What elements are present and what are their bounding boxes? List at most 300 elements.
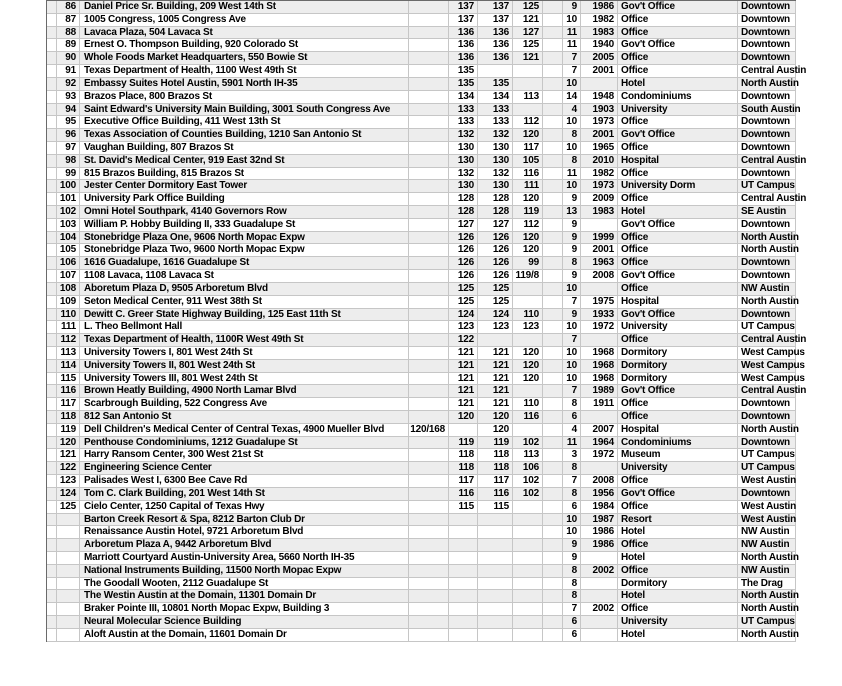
location-cell[interactable]: Downtown bbox=[738, 270, 796, 282]
spacer-cell[interactable] bbox=[47, 296, 57, 308]
height-ft-cell[interactable]: 133 bbox=[449, 104, 478, 116]
type-cell[interactable]: Office bbox=[618, 283, 738, 295]
height-ft-2-cell[interactable]: 130 bbox=[478, 155, 513, 167]
floors-cell[interactable]: 9 bbox=[563, 309, 581, 321]
type-cell[interactable]: Office bbox=[618, 539, 738, 551]
empty-cell[interactable] bbox=[543, 39, 563, 51]
type-cell[interactable]: Condominiums bbox=[618, 91, 738, 103]
height-m-cell[interactable]: 120 bbox=[513, 360, 543, 372]
building-name-cell[interactable]: 1616 Guadalupe, 1616 Guadalupe St bbox=[80, 257, 409, 269]
height-m-cell[interactable] bbox=[513, 78, 543, 90]
height-m-cell[interactable] bbox=[513, 565, 543, 577]
location-cell[interactable]: Downtown bbox=[738, 116, 796, 128]
type-cell[interactable]: Gov't Office bbox=[618, 219, 738, 231]
year-cell[interactable]: 1982 bbox=[581, 168, 618, 180]
spacer-cell[interactable] bbox=[47, 244, 57, 256]
empty-cell[interactable] bbox=[543, 1, 563, 13]
location-cell[interactable]: South Austin bbox=[738, 104, 796, 116]
location-cell[interactable]: UT Campus bbox=[738, 616, 796, 628]
type-cell[interactable]: Museum bbox=[618, 449, 738, 461]
height-ft-2-cell[interactable] bbox=[478, 629, 513, 641]
year-cell[interactable]: 1983 bbox=[581, 206, 618, 218]
height-ft-2-cell[interactable] bbox=[478, 590, 513, 602]
building-name-cell[interactable]: Vaughan Building, 807 Brazos St bbox=[80, 142, 409, 154]
height-ft-cell[interactable]: 121 bbox=[449, 347, 478, 359]
empty-cell[interactable] bbox=[543, 180, 563, 192]
height-m-cell[interactable]: 120 bbox=[513, 373, 543, 385]
rank-cell[interactable]: 88 bbox=[57, 27, 80, 39]
height-note-cell[interactable] bbox=[409, 437, 449, 449]
building-name-cell[interactable]: University Towers III, 801 West 24th St bbox=[80, 373, 409, 385]
height-note-cell[interactable] bbox=[409, 168, 449, 180]
height-ft-cell[interactable] bbox=[449, 526, 478, 538]
rank-cell[interactable]: 107 bbox=[57, 270, 80, 282]
height-ft-cell[interactable]: 137 bbox=[449, 14, 478, 26]
location-cell[interactable]: Downtown bbox=[738, 27, 796, 39]
building-name-cell[interactable]: Dewitt C. Greer State Highway Building, 125 East 11th St bbox=[80, 309, 409, 321]
height-ft-2-cell[interactable] bbox=[478, 603, 513, 615]
type-cell[interactable]: Hospital bbox=[618, 155, 738, 167]
building-name-cell[interactable]: Aboretum Plaza D, 9505 Arboretum Blvd bbox=[80, 283, 409, 295]
empty-cell[interactable] bbox=[543, 309, 563, 321]
spacer-cell[interactable] bbox=[47, 309, 57, 321]
type-cell[interactable]: Office bbox=[618, 193, 738, 205]
floors-cell[interactable]: 10 bbox=[563, 283, 581, 295]
height-note-cell[interactable] bbox=[409, 155, 449, 167]
spacer-cell[interactable] bbox=[47, 629, 57, 641]
height-ft-cell[interactable]: 137 bbox=[449, 1, 478, 13]
height-m-cell[interactable] bbox=[513, 514, 543, 526]
empty-cell[interactable] bbox=[543, 91, 563, 103]
location-cell[interactable]: North Austin bbox=[738, 244, 796, 256]
height-ft-2-cell[interactable]: 130 bbox=[478, 180, 513, 192]
rank-cell[interactable]: 125 bbox=[57, 501, 80, 513]
year-cell[interactable]: 1989 bbox=[581, 385, 618, 397]
height-m-cell[interactable] bbox=[513, 501, 543, 513]
empty-cell[interactable] bbox=[543, 488, 563, 500]
height-m-cell[interactable]: 125 bbox=[513, 1, 543, 13]
spacer-cell[interactable] bbox=[47, 501, 57, 513]
height-ft-cell[interactable]: 126 bbox=[449, 232, 478, 244]
floors-cell[interactable]: 9 bbox=[563, 1, 581, 13]
type-cell[interactable]: Condominiums bbox=[618, 437, 738, 449]
floors-cell[interactable]: 10 bbox=[563, 347, 581, 359]
type-cell[interactable]: Office bbox=[618, 257, 738, 269]
type-cell[interactable]: Office bbox=[618, 411, 738, 423]
location-cell[interactable]: UT Campus bbox=[738, 449, 796, 461]
type-cell[interactable]: University bbox=[618, 616, 738, 628]
floors-cell[interactable]: 10 bbox=[563, 514, 581, 526]
floors-cell[interactable]: 10 bbox=[563, 142, 581, 154]
rank-cell[interactable]: 93 bbox=[57, 91, 80, 103]
height-m-cell[interactable]: 125 bbox=[513, 39, 543, 51]
location-cell[interactable]: West Campus bbox=[738, 360, 796, 372]
height-note-cell[interactable] bbox=[409, 244, 449, 256]
year-cell[interactable]: 1903 bbox=[581, 104, 618, 116]
height-note-cell[interactable] bbox=[409, 65, 449, 77]
building-name-cell[interactable]: Engineering Science Center bbox=[80, 462, 409, 474]
height-ft-cell[interactable]: 135 bbox=[449, 65, 478, 77]
empty-cell[interactable] bbox=[543, 514, 563, 526]
height-ft-2-cell[interactable] bbox=[478, 565, 513, 577]
location-cell[interactable]: Central Austin bbox=[738, 155, 796, 167]
height-m-cell[interactable]: 117 bbox=[513, 142, 543, 154]
building-name-cell[interactable]: Scarbrough Building, 522 Congress Ave bbox=[80, 398, 409, 410]
floors-cell[interactable]: 8 bbox=[563, 488, 581, 500]
type-cell[interactable]: Office bbox=[618, 501, 738, 513]
height-m-cell[interactable] bbox=[513, 539, 543, 551]
building-name-cell[interactable]: 815 Brazos Building, 815 Brazos St bbox=[80, 168, 409, 180]
year-cell[interactable] bbox=[581, 578, 618, 590]
floors-cell[interactable]: 8 bbox=[563, 462, 581, 474]
rank-cell[interactable]: 105 bbox=[57, 244, 80, 256]
height-ft-2-cell[interactable]: 132 bbox=[478, 168, 513, 180]
height-ft-2-cell[interactable]: 125 bbox=[478, 283, 513, 295]
year-cell[interactable]: 1984 bbox=[581, 501, 618, 513]
year-cell[interactable] bbox=[581, 462, 618, 474]
floors-cell[interactable]: 7 bbox=[563, 603, 581, 615]
year-cell[interactable]: 1964 bbox=[581, 437, 618, 449]
location-cell[interactable]: The Drag bbox=[738, 578, 796, 590]
type-cell[interactable]: Office bbox=[618, 244, 738, 256]
height-ft-2-cell[interactable]: 132 bbox=[478, 129, 513, 141]
height-m-cell[interactable]: 106 bbox=[513, 462, 543, 474]
rank-cell[interactable]: 102 bbox=[57, 206, 80, 218]
height-ft-2-cell[interactable] bbox=[478, 539, 513, 551]
height-note-cell[interactable] bbox=[409, 232, 449, 244]
location-cell[interactable]: Downtown bbox=[738, 14, 796, 26]
height-m-cell[interactable]: 119 bbox=[513, 206, 543, 218]
year-cell[interactable]: 1968 bbox=[581, 347, 618, 359]
year-cell[interactable]: 2001 bbox=[581, 244, 618, 256]
rank-cell[interactable]: 116 bbox=[57, 385, 80, 397]
empty-cell[interactable] bbox=[543, 424, 563, 436]
floors-cell[interactable]: 7 bbox=[563, 52, 581, 64]
year-cell[interactable]: 1986 bbox=[581, 526, 618, 538]
spacer-cell[interactable] bbox=[47, 27, 57, 39]
rank-cell[interactable] bbox=[57, 565, 80, 577]
type-cell[interactable]: Hotel bbox=[618, 590, 738, 602]
height-ft-2-cell[interactable]: 136 bbox=[478, 39, 513, 51]
rank-cell[interactable] bbox=[57, 603, 80, 615]
location-cell[interactable]: Downtown bbox=[738, 142, 796, 154]
height-m-cell[interactable] bbox=[513, 104, 543, 116]
spacer-cell[interactable] bbox=[47, 142, 57, 154]
rank-cell[interactable]: 103 bbox=[57, 219, 80, 231]
height-note-cell[interactable] bbox=[409, 104, 449, 116]
location-cell[interactable]: North Austin bbox=[738, 296, 796, 308]
building-name-cell[interactable]: Marriott Courtyard Austin-University Area, 5660 North IH-35 bbox=[80, 552, 409, 564]
empty-cell[interactable] bbox=[543, 449, 563, 461]
location-cell[interactable]: Downtown bbox=[738, 437, 796, 449]
rank-cell[interactable]: 96 bbox=[57, 129, 80, 141]
height-note-cell[interactable] bbox=[409, 514, 449, 526]
spacer-cell[interactable] bbox=[47, 514, 57, 526]
empty-cell[interactable] bbox=[543, 590, 563, 602]
building-name-cell[interactable]: The Westin Austin at the Domain, 11301 Domain Dr bbox=[80, 590, 409, 602]
floors-cell[interactable]: 8 bbox=[563, 398, 581, 410]
rank-cell[interactable]: 90 bbox=[57, 52, 80, 64]
year-cell[interactable]: 2005 bbox=[581, 52, 618, 64]
building-name-cell[interactable]: Braker Pointe III, 10801 North Mopac Expw, Building 3 bbox=[80, 603, 409, 615]
height-note-cell[interactable] bbox=[409, 283, 449, 295]
height-ft-2-cell[interactable]: 121 bbox=[478, 398, 513, 410]
height-m-cell[interactable]: 121 bbox=[513, 14, 543, 26]
floors-cell[interactable]: 9 bbox=[563, 232, 581, 244]
building-name-cell[interactable]: National Instruments Building, 11500 North Mopac Expw bbox=[80, 565, 409, 577]
rank-cell[interactable]: 112 bbox=[57, 334, 80, 346]
location-cell[interactable]: North Austin bbox=[738, 552, 796, 564]
floors-cell[interactable]: 11 bbox=[563, 168, 581, 180]
height-ft-cell[interactable] bbox=[449, 603, 478, 615]
height-note-cell[interactable] bbox=[409, 565, 449, 577]
height-note-cell[interactable] bbox=[409, 373, 449, 385]
height-ft-2-cell[interactable] bbox=[478, 552, 513, 564]
building-name-cell[interactable]: Brazos Place, 800 Brazos St bbox=[80, 91, 409, 103]
height-m-cell[interactable]: 119/8 bbox=[513, 270, 543, 282]
building-name-cell[interactable]: Executive Office Building, 411 West 13th St bbox=[80, 116, 409, 128]
height-ft-2-cell[interactable]: 127 bbox=[478, 219, 513, 231]
spacer-cell[interactable] bbox=[47, 360, 57, 372]
height-ft-cell[interactable]: 125 bbox=[449, 283, 478, 295]
floors-cell[interactable]: 9 bbox=[563, 219, 581, 231]
height-ft-cell[interactable]: 130 bbox=[449, 180, 478, 192]
height-m-cell[interactable]: 120 bbox=[513, 129, 543, 141]
empty-cell[interactable] bbox=[543, 347, 563, 359]
rank-cell[interactable]: 117 bbox=[57, 398, 80, 410]
location-cell[interactable]: SE Austin bbox=[738, 206, 796, 218]
year-cell[interactable] bbox=[581, 334, 618, 346]
height-note-cell[interactable] bbox=[409, 193, 449, 205]
location-cell[interactable]: UT Campus bbox=[738, 462, 796, 474]
year-cell[interactable]: 2001 bbox=[581, 65, 618, 77]
building-name-cell[interactable]: Stonebridge Plaza Two, 9600 North Mopac Expw bbox=[80, 244, 409, 256]
height-ft-2-cell[interactable]: 123 bbox=[478, 321, 513, 333]
location-cell[interactable]: Downtown bbox=[738, 309, 796, 321]
location-cell[interactable]: North Austin bbox=[738, 78, 796, 90]
type-cell[interactable]: Hotel bbox=[618, 206, 738, 218]
spacer-cell[interactable] bbox=[47, 257, 57, 269]
height-ft-2-cell[interactable]: 126 bbox=[478, 257, 513, 269]
height-ft-cell[interactable]: 115 bbox=[449, 501, 478, 513]
rank-cell[interactable]: 101 bbox=[57, 193, 80, 205]
rank-cell[interactable]: 113 bbox=[57, 347, 80, 359]
empty-cell[interactable] bbox=[543, 373, 563, 385]
rank-cell[interactable] bbox=[57, 629, 80, 641]
height-ft-cell[interactable]: 124 bbox=[449, 309, 478, 321]
floors-cell[interactable]: 8 bbox=[563, 257, 581, 269]
floors-cell[interactable]: 7 bbox=[563, 385, 581, 397]
height-ft-cell[interactable] bbox=[449, 565, 478, 577]
height-m-cell[interactable] bbox=[513, 296, 543, 308]
spacer-cell[interactable] bbox=[47, 129, 57, 141]
building-name-cell[interactable]: The Goodall Wooten, 2112 Guadalupe St bbox=[80, 578, 409, 590]
empty-cell[interactable] bbox=[543, 616, 563, 628]
height-ft-cell[interactable]: 121 bbox=[449, 373, 478, 385]
height-ft-2-cell[interactable]: 119 bbox=[478, 437, 513, 449]
height-m-cell[interactable]: 102 bbox=[513, 488, 543, 500]
type-cell[interactable]: University bbox=[618, 462, 738, 474]
year-cell[interactable]: 1982 bbox=[581, 14, 618, 26]
height-m-cell[interactable] bbox=[513, 603, 543, 615]
empty-cell[interactable] bbox=[543, 526, 563, 538]
type-cell[interactable]: Hotel bbox=[618, 526, 738, 538]
building-name-cell[interactable]: Whole Foods Market Headquarters, 550 Bowie St bbox=[80, 52, 409, 64]
height-ft-cell[interactable]: 136 bbox=[449, 52, 478, 64]
empty-cell[interactable] bbox=[543, 244, 563, 256]
year-cell[interactable]: 1986 bbox=[581, 1, 618, 13]
height-note-cell[interactable] bbox=[409, 526, 449, 538]
spacer-cell[interactable] bbox=[47, 219, 57, 231]
height-note-cell[interactable] bbox=[409, 360, 449, 372]
rank-cell[interactable]: 115 bbox=[57, 373, 80, 385]
spacer-cell[interactable] bbox=[47, 270, 57, 282]
empty-cell[interactable] bbox=[543, 104, 563, 116]
location-cell[interactable]: Downtown bbox=[738, 398, 796, 410]
height-m-cell[interactable] bbox=[513, 590, 543, 602]
spacer-cell[interactable] bbox=[47, 373, 57, 385]
location-cell[interactable]: Downtown bbox=[738, 39, 796, 51]
year-cell[interactable]: 1999 bbox=[581, 232, 618, 244]
building-name-cell[interactable]: Neural Molecular Science Building bbox=[80, 616, 409, 628]
building-name-cell[interactable]: University Park Office Building bbox=[80, 193, 409, 205]
floors-cell[interactable]: 7 bbox=[563, 334, 581, 346]
year-cell[interactable]: 2008 bbox=[581, 270, 618, 282]
type-cell[interactable]: Hospital bbox=[618, 424, 738, 436]
height-ft-cell[interactable]: 122 bbox=[449, 334, 478, 346]
height-note-cell[interactable] bbox=[409, 590, 449, 602]
year-cell[interactable]: 1940 bbox=[581, 39, 618, 51]
floors-cell[interactable]: 8 bbox=[563, 155, 581, 167]
floors-cell[interactable]: 6 bbox=[563, 629, 581, 641]
location-cell[interactable]: Downtown bbox=[738, 52, 796, 64]
height-ft-cell[interactable]: 121 bbox=[449, 360, 478, 372]
empty-cell[interactable] bbox=[543, 193, 563, 205]
height-ft-2-cell[interactable] bbox=[478, 578, 513, 590]
year-cell[interactable] bbox=[581, 590, 618, 602]
empty-cell[interactable] bbox=[543, 360, 563, 372]
height-note-cell[interactable] bbox=[409, 488, 449, 500]
rank-cell[interactable]: 121 bbox=[57, 449, 80, 461]
floors-cell[interactable]: 6 bbox=[563, 501, 581, 513]
type-cell[interactable]: Gov't Office bbox=[618, 385, 738, 397]
height-note-cell[interactable] bbox=[409, 539, 449, 551]
type-cell[interactable]: Office bbox=[618, 116, 738, 128]
type-cell[interactable]: Office bbox=[618, 603, 738, 615]
building-name-cell[interactable]: Stonebridge Plaza One, 9606 North Mopac Expw bbox=[80, 232, 409, 244]
height-ft-cell[interactable] bbox=[449, 616, 478, 628]
height-ft-cell[interactable]: 118 bbox=[449, 449, 478, 461]
spacer-cell[interactable] bbox=[47, 193, 57, 205]
height-ft-cell[interactable]: 126 bbox=[449, 257, 478, 269]
rank-cell[interactable]: 110 bbox=[57, 309, 80, 321]
type-cell[interactable]: Office bbox=[618, 27, 738, 39]
year-cell[interactable] bbox=[581, 629, 618, 641]
year-cell[interactable]: 1968 bbox=[581, 360, 618, 372]
spacer-cell[interactable] bbox=[47, 1, 57, 13]
height-m-cell[interactable]: 123 bbox=[513, 321, 543, 333]
year-cell[interactable] bbox=[581, 411, 618, 423]
empty-cell[interactable] bbox=[543, 232, 563, 244]
type-cell[interactable]: Resort bbox=[618, 514, 738, 526]
building-name-cell[interactable]: Daniel Price Sr. Building, 209 West 14th St bbox=[80, 1, 409, 13]
floors-cell[interactable]: 11 bbox=[563, 437, 581, 449]
height-ft-cell[interactable]: 135 bbox=[449, 78, 478, 90]
height-ft-2-cell[interactable]: 128 bbox=[478, 193, 513, 205]
floors-cell[interactable]: 4 bbox=[563, 424, 581, 436]
spacer-cell[interactable] bbox=[47, 449, 57, 461]
height-note-cell[interactable] bbox=[409, 27, 449, 39]
height-note-cell[interactable] bbox=[409, 180, 449, 192]
floors-cell[interactable]: 9 bbox=[563, 539, 581, 551]
building-name-cell[interactable]: 812 San Antonio St bbox=[80, 411, 409, 423]
floors-cell[interactable]: 10 bbox=[563, 360, 581, 372]
location-cell[interactable]: Downtown bbox=[738, 129, 796, 141]
height-ft-2-cell[interactable]: 125 bbox=[478, 296, 513, 308]
location-cell[interactable]: Downtown bbox=[738, 1, 796, 13]
empty-cell[interactable] bbox=[543, 129, 563, 141]
building-name-cell[interactable]: Cielo Center, 1250 Capital of Texas Hwy bbox=[80, 501, 409, 513]
year-cell[interactable] bbox=[581, 616, 618, 628]
rank-cell[interactable]: 120 bbox=[57, 437, 80, 449]
height-note-cell[interactable] bbox=[409, 552, 449, 564]
spacer-cell[interactable] bbox=[47, 552, 57, 564]
floors-cell[interactable]: 10 bbox=[563, 78, 581, 90]
height-ft-2-cell[interactable]: 134 bbox=[478, 91, 513, 103]
height-ft-cell[interactable] bbox=[449, 424, 478, 436]
height-m-cell[interactable] bbox=[513, 629, 543, 641]
building-name-cell[interactable]: University Towers II, 801 West 24th St bbox=[80, 360, 409, 372]
type-cell[interactable]: Office bbox=[618, 475, 738, 487]
building-name-cell[interactable]: Arboretum Plaza A, 9442 Arboretum Blvd bbox=[80, 539, 409, 551]
empty-cell[interactable] bbox=[543, 116, 563, 128]
height-ft-cell[interactable]: 120 bbox=[449, 411, 478, 423]
height-m-cell[interactable]: 102 bbox=[513, 437, 543, 449]
location-cell[interactable]: West Austin bbox=[738, 501, 796, 513]
height-ft-2-cell[interactable]: 120 bbox=[478, 424, 513, 436]
rank-cell[interactable]: 87 bbox=[57, 14, 80, 26]
height-ft-2-cell[interactable]: 136 bbox=[478, 27, 513, 39]
height-m-cell[interactable]: 110 bbox=[513, 309, 543, 321]
spacer-cell[interactable] bbox=[47, 180, 57, 192]
height-ft-cell[interactable] bbox=[449, 539, 478, 551]
height-note-cell[interactable] bbox=[409, 385, 449, 397]
spacer-cell[interactable] bbox=[47, 590, 57, 602]
spacer-cell[interactable] bbox=[47, 334, 57, 346]
spacer-cell[interactable] bbox=[47, 411, 57, 423]
height-note-cell[interactable] bbox=[409, 39, 449, 51]
height-m-cell[interactable]: 116 bbox=[513, 411, 543, 423]
rank-cell[interactable]: 119 bbox=[57, 424, 80, 436]
location-cell[interactable]: NW Austin bbox=[738, 565, 796, 577]
height-ft-cell[interactable]: 136 bbox=[449, 39, 478, 51]
floors-cell[interactable]: 7 bbox=[563, 296, 581, 308]
building-name-cell[interactable]: Renaissance Austin Hotel, 9721 Arboretum Blvd bbox=[80, 526, 409, 538]
height-note-cell[interactable] bbox=[409, 52, 449, 64]
rank-cell[interactable]: 86 bbox=[57, 1, 80, 13]
height-m-cell[interactable] bbox=[513, 334, 543, 346]
location-cell[interactable]: North Austin bbox=[738, 603, 796, 615]
height-note-cell[interactable] bbox=[409, 629, 449, 641]
type-cell[interactable]: Gov't Office bbox=[618, 39, 738, 51]
year-cell[interactable]: 1968 bbox=[581, 373, 618, 385]
empty-cell[interactable] bbox=[543, 578, 563, 590]
spacer-cell[interactable] bbox=[47, 39, 57, 51]
type-cell[interactable]: Office bbox=[618, 52, 738, 64]
floors-cell[interactable]: 6 bbox=[563, 411, 581, 423]
building-name-cell[interactable]: William P. Hobby Building II, 333 Guadalupe St bbox=[80, 219, 409, 231]
rank-cell[interactable] bbox=[57, 616, 80, 628]
